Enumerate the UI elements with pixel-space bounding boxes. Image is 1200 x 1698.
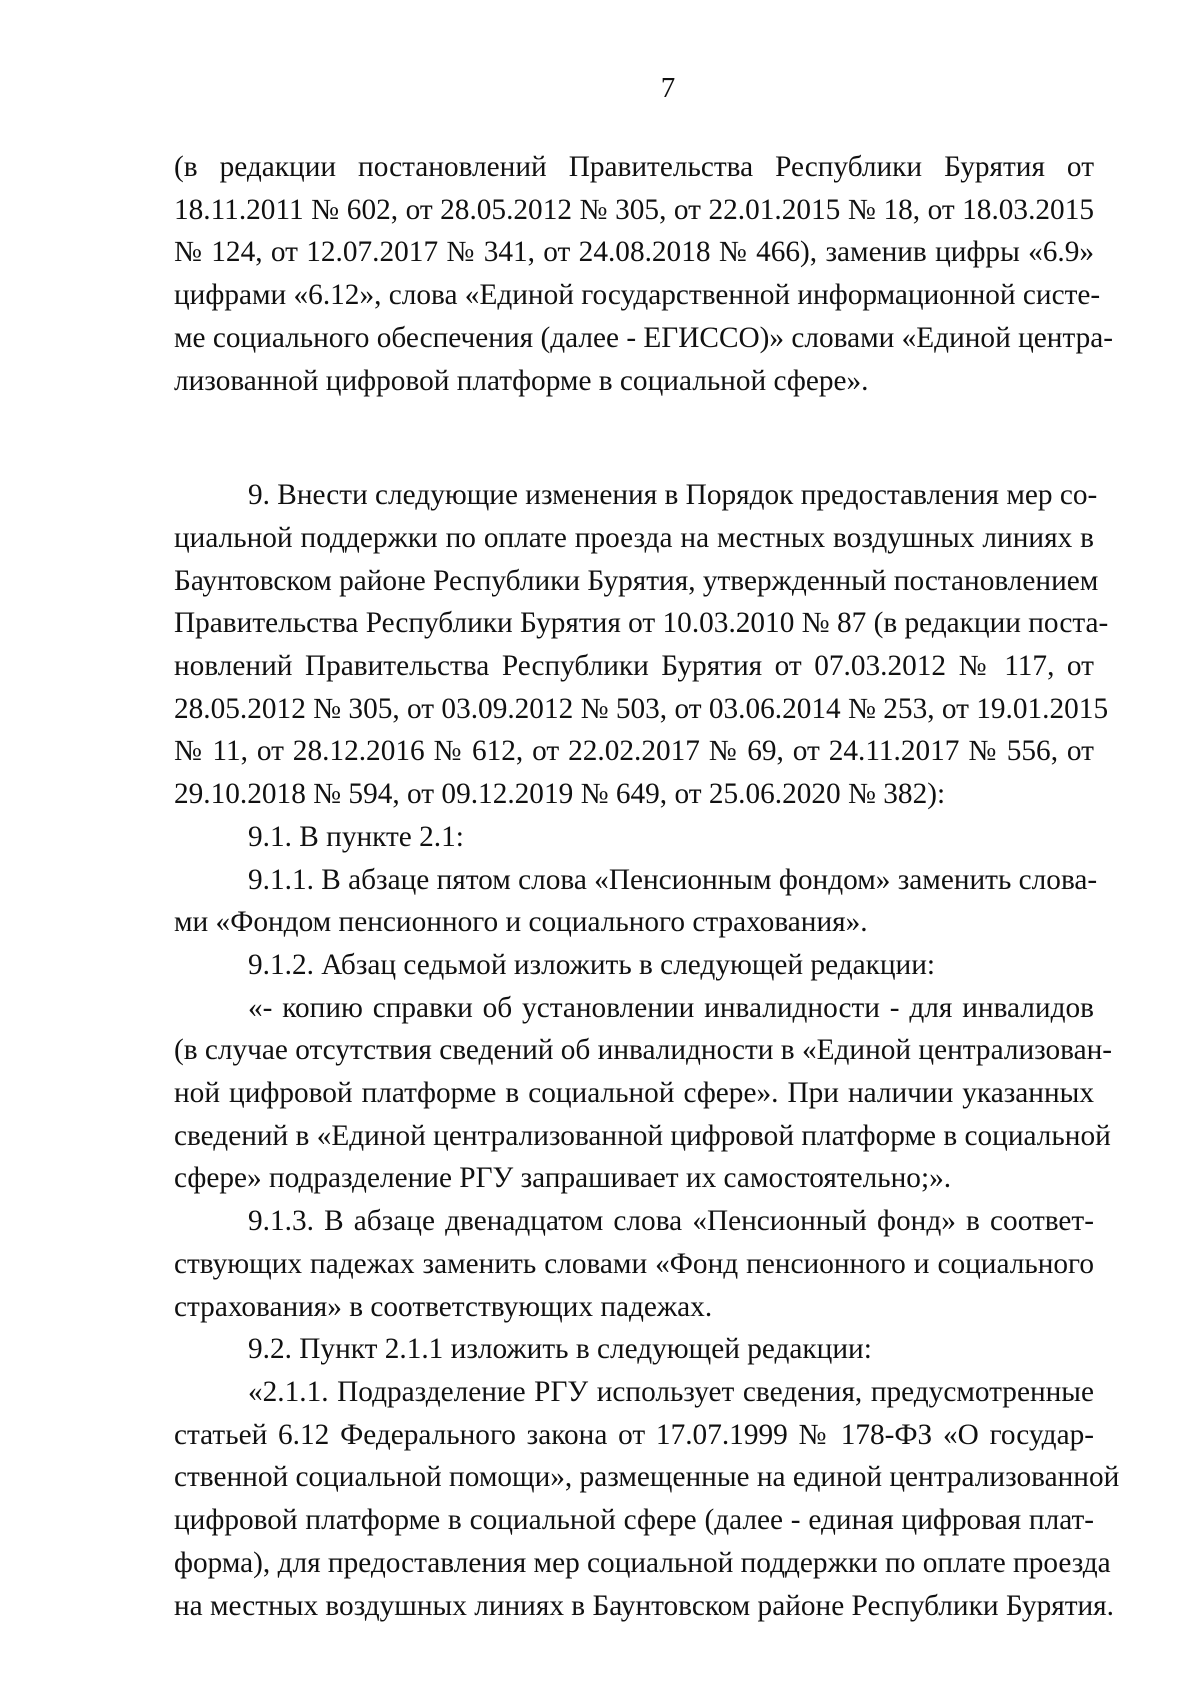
text-line: 29.10.2018 № 594, от 09.12.2019 № 649, от 25.06.2020 № 382): <box>174 778 946 811</box>
text-line: «- копию справки об установлении инвалидности - для инвалидов <box>248 991 1094 1024</box>
paragraph-item-9 <box>174 474 1109 816</box>
text-line: ствующих падежах заменить словами «Фонд пенсионного и социального <box>174 1247 1094 1280</box>
text-line: (в редакции постановлений Правительства Республики Бурятия от <box>174 151 1094 183</box>
text-line: 9.2. Пункт 2.1.1 изложить в следующей редакции: <box>248 1333 872 1366</box>
text-line: 9.1. В пункте 2.1: <box>248 820 464 853</box>
text-line: лизованной цифровой платформе в социальной сфере». <box>174 364 869 397</box>
paragraph-quoted-item-2-1-1 <box>174 1371 1120 1627</box>
text-line: новлений Правительства Республики Бурятия от 07.03.2012 № 117, от <box>174 650 1094 683</box>
text-line: ми «Фондом пенсионного и социального страхования». <box>174 906 868 939</box>
text-line: № 11, от 28.12.2016 № 612, от 22.02.2017 № 69, от 24.11.2017 № 556, от <box>174 735 1094 768</box>
text-line: ме социального обеспечения (далее - ЕГИССО)» словами «Единой центра- <box>174 321 1114 354</box>
text-line: (в случае отсутствия сведений об инвалидности в «Единой централизован- <box>174 1034 1113 1067</box>
text-line: ственной социальной помощи», размещенные на единой централизованной <box>174 1461 1120 1494</box>
text-line: 9. Внести следующие изменения в Порядок предоставления мер со- <box>248 479 1098 512</box>
text-line: страхования» в соответствующих падежах. <box>174 1290 713 1323</box>
paragraph-gap <box>174 402 1094 474</box>
text-line: Правительства Республики Бурятия от 10.03.2010 № 87 (в редакции поста- <box>174 607 1109 640</box>
text-line: 18.11.2011 № 602, от 28.05.2012 № 305, от 22.01.2015 № 18, от 18.03.2015 <box>174 193 1094 226</box>
paragraph-item-9-1-3 <box>174 1200 1094 1328</box>
paragraph-item-9-1-1 <box>174 859 1098 944</box>
text-line: 28.05.2012 № 305, от 03.09.2012 № 503, от 03.06.2014 № 253, от 19.01.2015 <box>174 692 1109 725</box>
text-line: форма), для предоставления мер социальной поддержки по оплате проезда <box>174 1546 1111 1579</box>
text-line: циальной поддержки по оплате проезда на местных воздушных линиях в <box>174 521 1094 554</box>
text-line: статьей 6.12 Федерального закона от 17.07.1999 № 178-ФЗ «О государ- <box>174 1418 1094 1451</box>
text-line: ной цифровой платформе в социальной сфере». При наличии указанных <box>174 1077 1094 1110</box>
text-line: цифровой платформе в социальной сфере (далее - единая цифровая плат- <box>174 1504 1094 1537</box>
text-line: 9.1.2. Абзац седьмой изложить в следующей редакции: <box>248 948 936 981</box>
text-line: сведений в «Единой централизованной цифровой платформе в социальной <box>174 1119 1111 1152</box>
paragraph-item-9-2 <box>174 1328 1094 1371</box>
paragraph-amendment-continuation <box>174 146 1114 402</box>
text-line: «2.1.1. Подразделение РГУ использует сведения, предусмотренные <box>248 1375 1094 1408</box>
paragraph-quoted-wording-disability <box>174 987 1113 1201</box>
text-line: на местных воздушных линиях в Баунтовском районе Республики Бурятия. <box>174 1589 1114 1622</box>
page-number: 7 <box>660 72 676 104</box>
paragraph-item-9-1 <box>174 816 1094 859</box>
text-line: № 124, от 12.07.2017 № 341, от 24.08.2018 № 466), заменив цифры «6.9» <box>174 236 1094 269</box>
paragraph-item-9-1-2 <box>174 944 1094 987</box>
text-line: сфере» подразделение РГУ запрашивает их самостоятельно;». <box>174 1162 952 1195</box>
text-line: 9.1.3. В абзаце двенадцатом слова «Пенсионный фонд» в соответ- <box>248 1205 1094 1238</box>
text-line: цифрами «6.12», слова «Единой государственной информационной систе- <box>174 279 1101 312</box>
document-body <box>174 146 1120 1627</box>
text-line: Баунтовском районе Республики Бурятия, утвержденный постановлением <box>174 564 1099 597</box>
text-line: 9.1.1. В абзаце пятом слова «Пенсионным фондом» заменить слова- <box>248 863 1098 896</box>
